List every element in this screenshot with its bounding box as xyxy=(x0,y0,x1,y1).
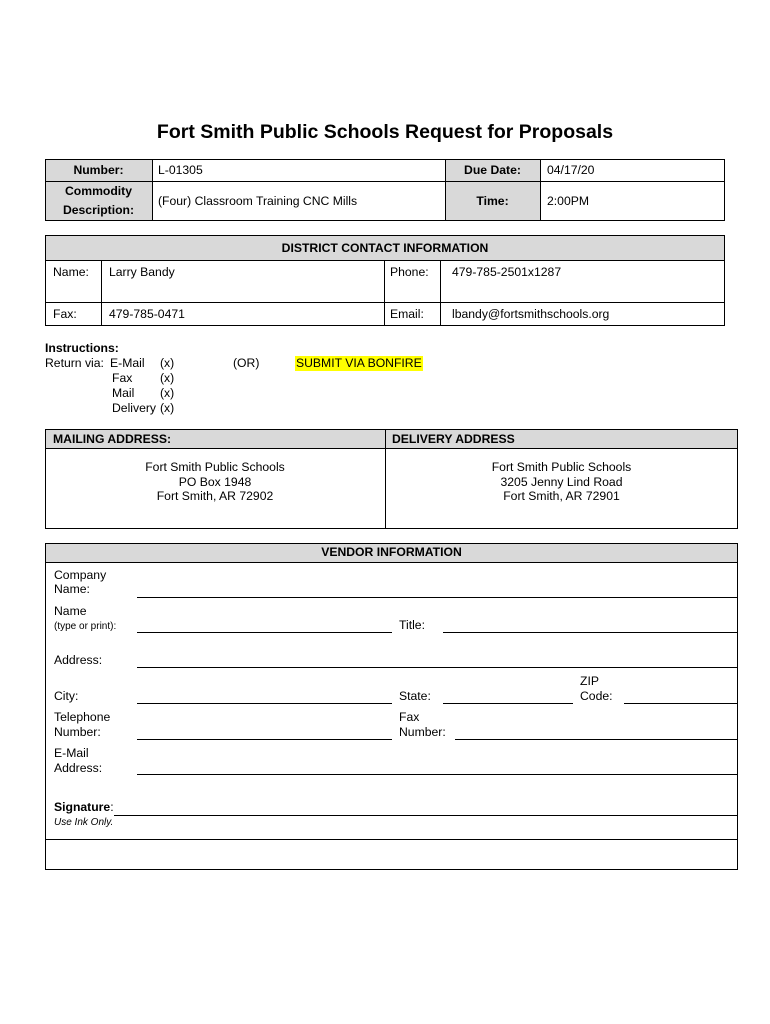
number-value: L-01305 xyxy=(158,163,203,177)
delivery-line: Fort Smith, AR 72901 xyxy=(503,489,620,503)
email-label: E-Mail xyxy=(54,746,89,760)
page-title: Fort Smith Public Schools Request for Proposals xyxy=(156,121,614,143)
method-fax: Fax xyxy=(112,371,133,385)
vendor-table-border xyxy=(45,543,738,870)
fax-field[interactable] xyxy=(455,739,737,740)
time-label: Time: xyxy=(476,194,509,208)
due-date-label: Due Date: xyxy=(464,163,521,177)
name-label: Name xyxy=(54,604,87,618)
mailing-line: Fort Smith, AR 72902 xyxy=(156,489,274,503)
fax-label: Fax xyxy=(399,710,420,724)
contact-name-label: Name: xyxy=(53,265,89,279)
contact-heading: DISTRICT CONTACT INFORMATION xyxy=(281,241,489,255)
title-field[interactable] xyxy=(443,632,737,633)
signature-label xyxy=(54,800,114,815)
instructions-heading: Instructions: xyxy=(45,341,119,355)
header-row-divider xyxy=(45,181,725,182)
telephone-field[interactable] xyxy=(137,739,392,740)
method-mail-mark: (x) xyxy=(160,386,175,400)
contact-phone-label: Phone: xyxy=(390,265,429,279)
or-label: (OR) xyxy=(233,356,260,370)
mailing-line: Fort Smith Public Schools xyxy=(145,460,285,474)
vendor-heading: VENDOR INFORMATION xyxy=(321,545,462,559)
telephone-label: Telephone xyxy=(54,710,111,724)
contact-col-divider xyxy=(101,260,102,326)
name-label-hint: (type or print): xyxy=(54,621,117,632)
blank-signature-area[interactable] xyxy=(46,840,737,869)
number-label: Number: xyxy=(73,163,124,177)
submit-via-bonfire-link[interactable]: SUBMIT VIA BONFIRE xyxy=(296,356,422,370)
state-label: State: xyxy=(399,689,431,703)
company-label: Company xyxy=(54,568,107,582)
company-name-field[interactable] xyxy=(137,597,737,598)
vendor-row-divider xyxy=(45,562,738,563)
telephone-label-2: Number: xyxy=(54,725,101,739)
ink-note: Use Ink Only. xyxy=(54,817,114,828)
zip-label-2: Code: xyxy=(580,689,613,703)
contact-col-divider xyxy=(384,260,385,326)
contact-email-value[interactable]: lbandy@fortsmithschools.org xyxy=(452,307,610,321)
method-email: E-Mail xyxy=(110,356,145,370)
description-label: Description: xyxy=(62,203,135,217)
contact-row-divider xyxy=(45,302,725,303)
return-via-label: Return via: xyxy=(45,356,104,370)
method-delivery-mark: (x) xyxy=(160,401,175,415)
contact-fax-value: 479-785-0471 xyxy=(109,307,185,321)
signature-field[interactable] xyxy=(114,815,737,816)
method-email-mark: (x) xyxy=(160,356,175,370)
email-field[interactable] xyxy=(137,774,737,775)
method-fax-mark: (x) xyxy=(160,371,175,385)
contact-email-label: Email: xyxy=(390,307,424,321)
email-label-2: Address: xyxy=(54,761,103,775)
name-field[interactable] xyxy=(137,632,392,633)
delivery-line: Fort Smith Public Schools xyxy=(491,460,632,474)
commodity-label: Commodity xyxy=(64,184,133,198)
title-label: Title: xyxy=(399,618,425,632)
commodity-value: (Four) Classroom Training CNC Mills xyxy=(158,194,358,208)
time-value: 2:00PM xyxy=(547,194,590,208)
contact-col-divider xyxy=(440,260,441,326)
delivery-address-heading: DELIVERY ADDRESS xyxy=(392,432,515,446)
zip-field[interactable] xyxy=(624,703,737,704)
delivery-line: 3205 Jenny Lind Road xyxy=(500,475,623,489)
company-label-2: Name: xyxy=(54,582,90,596)
method-delivery: Delivery xyxy=(112,401,157,415)
state-field[interactable] xyxy=(443,703,573,704)
contact-fax-label: Fax: xyxy=(53,307,77,321)
fax-label-2: Number: xyxy=(399,725,446,739)
address-label: Address: xyxy=(54,653,103,667)
contact-name-value: Larry Bandy xyxy=(109,265,175,279)
header-col-divider xyxy=(152,159,153,221)
mailing-line: PO Box 1948 xyxy=(178,475,252,489)
due-date-value: 04/17/20 xyxy=(547,163,595,177)
city-field[interactable] xyxy=(137,703,392,704)
mailing-address-heading: MAILING ADDRESS: xyxy=(53,432,172,446)
addresses-row-divider xyxy=(45,448,738,449)
address-field[interactable] xyxy=(137,667,737,668)
city-label: City: xyxy=(54,689,79,703)
header-col-divider xyxy=(540,159,541,221)
signature-colon: : xyxy=(110,800,114,814)
signature-label-text: Signature xyxy=(54,800,111,814)
contact-row-divider xyxy=(45,260,725,261)
contact-phone-value: 479-785-2501x1287 xyxy=(452,265,562,279)
method-mail: Mail xyxy=(112,386,135,400)
zip-label: ZIP xyxy=(580,674,599,688)
